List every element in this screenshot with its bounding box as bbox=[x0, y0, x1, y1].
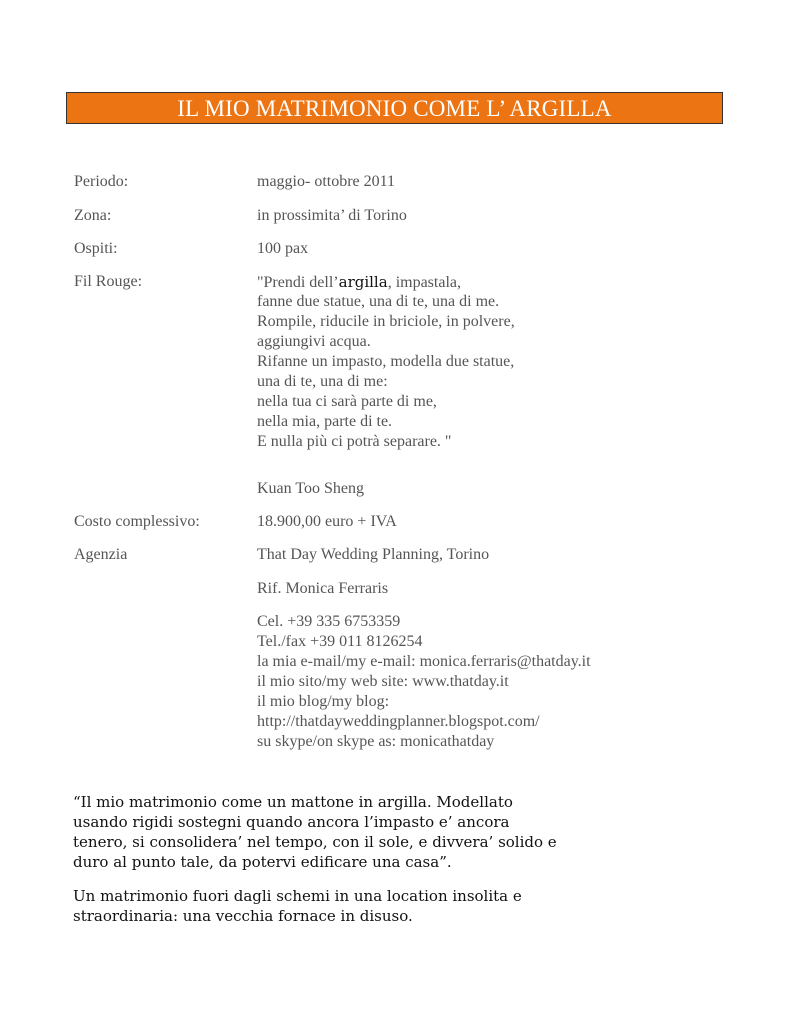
poem-bold-word: argilla bbox=[338, 273, 388, 291]
poem-line: Rompile, riducile in briciole, in polvere, bbox=[257, 313, 515, 330]
email-line: la mia e-mail/my e-mail: monica.ferraris@thatday.it bbox=[257, 653, 591, 670]
website-line: il mio sito/my web site: www.thatday.it bbox=[257, 673, 509, 690]
poem-line: aggiungivi acqua. bbox=[257, 333, 371, 350]
costo-value: 18.900,00 euro + IVA bbox=[257, 513, 397, 530]
costo-label: Costo complessivo: bbox=[74, 513, 200, 530]
poem-author: Kuan Too Sheng bbox=[257, 480, 365, 497]
cel-number: Cel. +39 335 6753359 bbox=[257, 613, 401, 630]
contacts bbox=[257, 612, 591, 752]
poem-line: una di te, una di me: bbox=[257, 373, 388, 390]
description-paragraph bbox=[73, 886, 723, 926]
blog-label: il mio blog/my blog: bbox=[257, 693, 390, 710]
poem-line: Rifanne un impasto, modella due statue, bbox=[257, 353, 515, 370]
poem-line: fanne due statue, una di te, una di me. bbox=[257, 293, 500, 310]
title-banner bbox=[66, 92, 723, 124]
quote-line: duro al punto tale, da potervi edificare una casa”. bbox=[73, 853, 452, 871]
periodo-label: Periodo: bbox=[74, 173, 129, 190]
description-line: straordinaria: una vecchia fornace in disuso. bbox=[73, 907, 413, 925]
rif-contact: Rif. Monica Ferraris bbox=[257, 580, 389, 597]
poem-line1-suffix: , impastala, bbox=[387, 274, 461, 291]
zona-value: in prossimita’ di Torino bbox=[257, 207, 407, 224]
poem-line: nella mia, parte di te. bbox=[257, 413, 393, 430]
agenzia-value: That Day Wedding Planning, Torino bbox=[257, 546, 490, 563]
poem-line: E nulla più ci potrà separare. " bbox=[257, 433, 452, 450]
poem-line bbox=[257, 272, 515, 292]
quote-paragraph bbox=[73, 792, 723, 872]
description-line: Un matrimonio fuori dagli schemi in una location insolita e bbox=[73, 887, 522, 905]
quote-line: usando rigidi sostegni quando ancora l’impasto e’ ancora bbox=[73, 813, 510, 831]
page-title: IL MIO MATRIMONIO COME L’ ARGILLA bbox=[177, 95, 612, 121]
quote-line: tenero, si consolidera’ nel tempo, con il sole, e divvera’ solido e bbox=[73, 833, 557, 851]
poem-line: nella tua ci sarà parte di me, bbox=[257, 393, 437, 410]
fil-rouge-label: Fil Rouge: bbox=[74, 273, 143, 290]
periodo-value: maggio- ottobre 2011 bbox=[257, 173, 396, 190]
blog-url: http://thatdayweddingplanner.blogspot.com/ bbox=[257, 713, 540, 730]
poem-line1-prefix: "Prendi dell’ bbox=[257, 274, 339, 291]
skype-line: su skype/on skype as: monicathatday bbox=[257, 733, 495, 750]
ospiti-value: 100 pax bbox=[257, 240, 309, 257]
quote-line: “Il mio matrimonio come un mattone in argilla. Modellato bbox=[73, 793, 513, 811]
ospiti-label: Ospiti: bbox=[74, 240, 118, 257]
zona-label: Zona: bbox=[74, 207, 112, 224]
agenzia-label: Agenzia bbox=[74, 546, 128, 563]
tel-fax-number: Tel./fax +39 011 8126254 bbox=[257, 633, 423, 650]
poem bbox=[257, 272, 515, 452]
